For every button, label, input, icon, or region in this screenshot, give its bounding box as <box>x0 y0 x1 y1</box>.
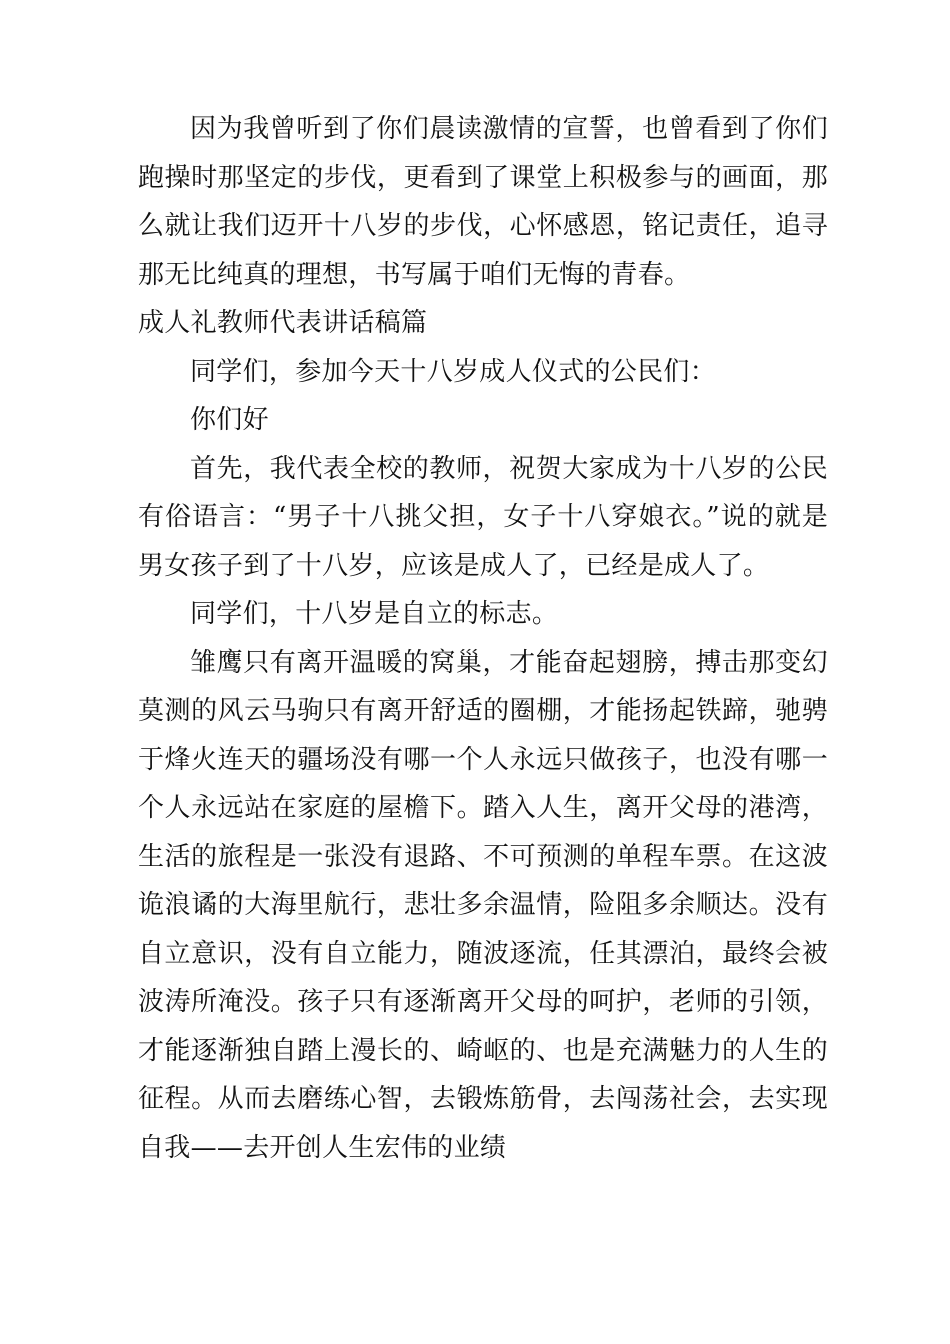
paragraph-eagle-metaphor: 雏鹰只有离开温暖的窝巢，才能奋起翅膀，搏击那变幻莫测的风云马驹只有离开舒适的圈棚，才能扬起铁蹄，驰骋于烽火连天的疆场没有哪一个人永远只做孩子，也没有哪一个人永远站在家庭的屋檐下。踏入人生，离开父母的港湾，生活的旅程是一张没有退路、不可预测的单程车票。在这波诡浪谲的大海里航行，悲壮多余温情，险阻多余顺达。没有自立意识，没有自立能力，随波逐流，任其漂泊，最终会被波涛所淹没。孩子只有逐渐离开父母的呵护，老师的引领，才能逐渐独自踏上漫长的、崎岖的、也是充满魅力的人生的征程。从而去磨练心智，去锻炼筋骨，去闯荡社会，去实现自我——去开创人生宏伟的业绩 <box>138 647 828 1163</box>
paragraph-salutation: 同学们，参加今天十八岁成人仪式的公民们： <box>190 356 717 387</box>
paragraph-congratulations: 首先，我代表全校的教师，祝贺大家成为十八岁的公民有俗语言：“男子十八挑父担，女子十八穿娘衣。”说的就是男女孩子到了十八岁，应该是成人了，已经是成人了。 <box>138 453 828 581</box>
paragraph-gratitude: 因为我曾听到了你们晨读激情的宣誓，也曾看到了你们跑操时那坚定的步伐，更看到了课堂上积极参与的画面，那么就让我们迈开十八岁的步伐，心怀感恩，铭记责任，追寻那无比纯真的理想，书写属于咱们无悔的青春。 <box>138 114 828 290</box>
section-heading: 成人礼教师代表讲话稿篇 <box>138 308 428 338</box>
paragraph-independence-intro: 同学们，十八岁是自立的标志。 <box>190 599 559 629</box>
document-body <box>138 105 828 1172</box>
paragraph-greeting: 你们好 <box>190 405 269 435</box>
